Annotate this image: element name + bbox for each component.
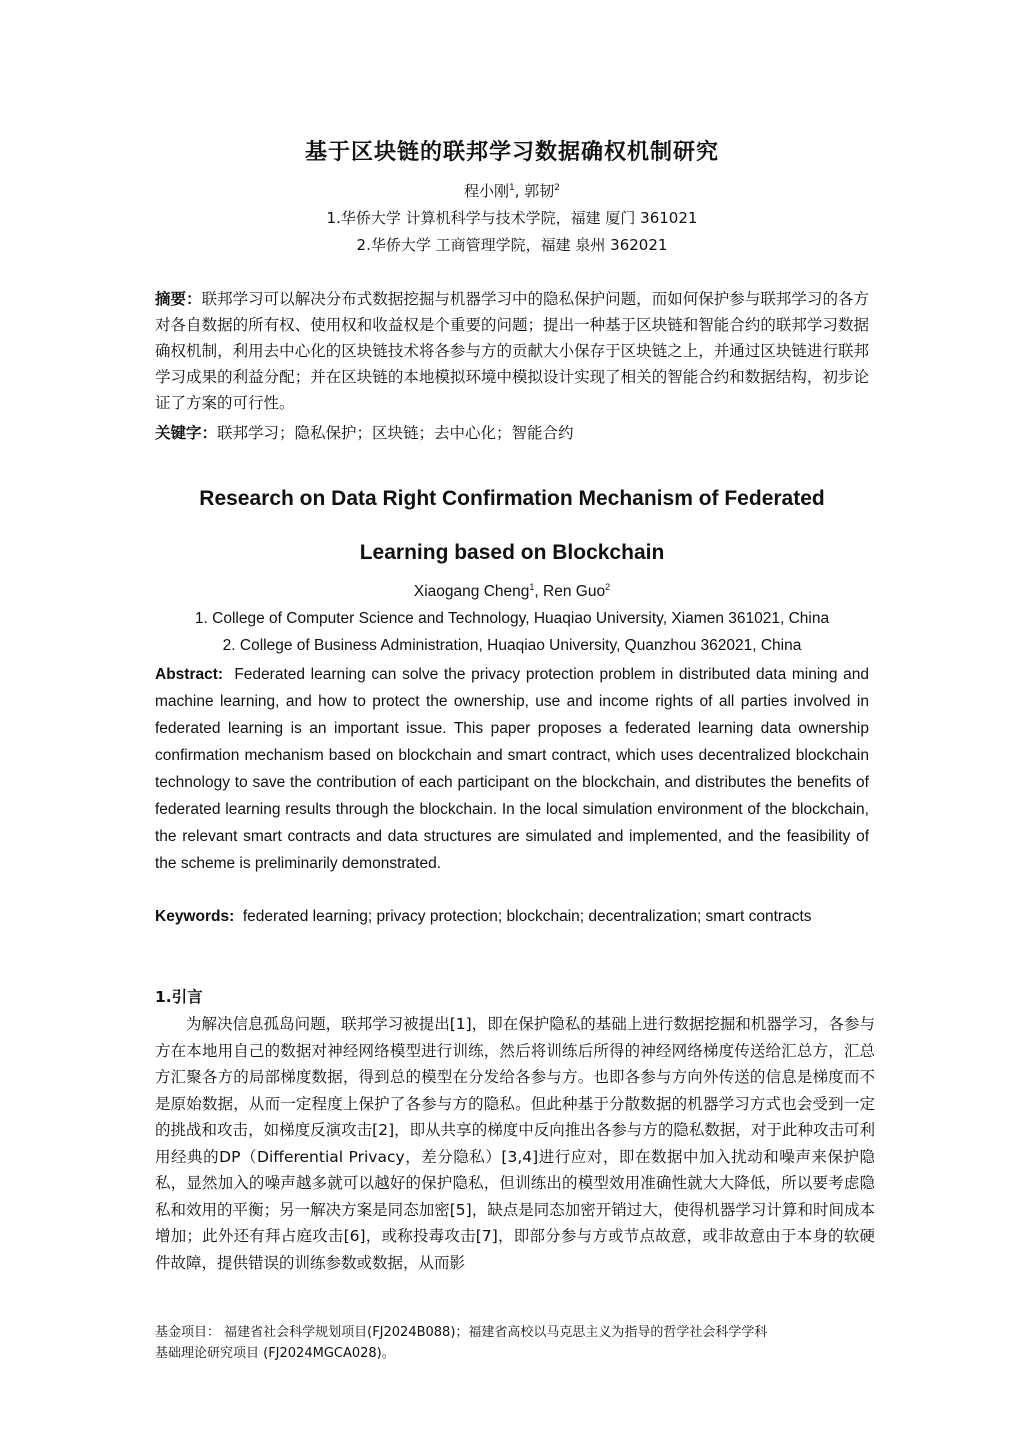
footnote-line: 基金项目： 福建省社会科学规划项目(FJ2024B088)；福建省高校以马克思主义为指导的哲学社会科学学科	[155, 1325, 768, 1340]
page-title-en-line2: Learning based on Blockchain	[359, 541, 665, 564]
author-name: 程小刚	[463, 182, 509, 200]
page-title-cn: 基于区块链的联邦学习数据确权机制研究	[304, 140, 719, 165]
author-name: Ren Guo	[543, 583, 606, 600]
abstract-cn-text: 联邦学习可以解决分布式数据挖掘与机器学习中的隐私保护问题，而如何保护参与联邦学习的各方对各自数据的所有权、使用权和收益权是个重要的问题；提出一种基于区块链和智能合约的联邦学习数据确权机制，利用去中心化的区块链技术将各参与方的贡献大小保存于区块链之上，并通过区块链进行联邦学习成果的利益分配；并在区块链的本地模拟环境中模拟设计实现了相关的智能合约和数据结构，初步论证了方案的可行性。	[155, 290, 869, 412]
affiliation-en-2: 2. College of Business Administration, Huaqiao University, Quanzhou 362021, China	[222, 637, 802, 654]
keywords-en	[155, 903, 869, 930]
funding-footnote	[155, 1322, 875, 1364]
author-affiliation-mark: 1	[529, 582, 535, 592]
authors-cn	[0, 180, 1024, 201]
abstract-en-text: Federated learning can solve the privacy protection problem in distributed data mining and machine learning, and how to protect the ownership, use and income rights of all parties involved in federated learning is an important issue. This paper proposes a federated learning data ownership confirmation mechanism based on blockchain and smart contract, which uses decentralized blockchain technology to save the contribution of each participant on the blockchain, and distributes the benefits of federated learning results through the blockchain. In the local simulation environment of the blockchain, the relevant smart contracts and data structures are simulated and implemented, and the feasibility of the scheme is preliminarily demonstrated.	[155, 666, 869, 872]
keywords-cn-text: 联邦学习；隐私保护；区块链；去中心化；智能合约	[217, 424, 574, 442]
author-affiliation-mark: 2	[605, 582, 611, 592]
page-title-en-line1: Research on Data Right Confirmation Mechanism of Federated	[199, 487, 825, 510]
introduction-paragraph: 为解决信息孤岛问题，联邦学习被提出[1]，即在保护隐私的基础上进行数据挖掘和机器学习，各参与方在本地用自己的数据对神经网络模型进行训练，然后将训练后所得的神经网络梯度传送给汇总方，汇总方汇聚各方的局部梯度数据，得到总的模型在分发给各参与方。也即各参与方向外传送的信息是梯度而不是原始数据，从而一定程度上保护了各参与方的隐私。但此种基于分散数据的机器学习方式也会受到一定的挑战和攻击，如梯度反演攻击[2]，即从共享的梯度中反向推出各参与方的隐私数据，对于此种攻击可利用经典的DP（Differential Privacy，差分隐私）[3,4]进行应对，即在数据中加入扰动和噪声来保护隐私，显然加入的噪声越多就可以越好的保护隐私，但训练出的模型效用准确性就大大降低，所以要考虑隐私和效用的平衡；另一解决方案是同态加密[5]，缺点是同态加密开销过大，使得机器学习计算和时间成本增加；此外还有拜占庭攻击[6]，或称投毒攻击[7]，即部分参与方或节点故意，或非故意由于本身的软硬件故障，提供错误的训练参数或数据，从而影	[155, 1015, 875, 1272]
author-name: 郭韧	[524, 182, 555, 200]
keywords-cn	[155, 420, 869, 446]
keywords-cn-label: 关键字：	[155, 424, 218, 442]
abstract-cn	[155, 286, 869, 416]
abstract-en-label: Abstract:	[155, 666, 224, 683]
keywords-en-label: Keywords:	[155, 908, 235, 925]
affiliation-cn-1: 1.华侨大学 计算机科学与技术学院，福建 厦门 361021	[326, 209, 698, 227]
authors-en	[0, 583, 1024, 601]
author-separator: ,	[514, 182, 525, 200]
abstract-en	[155, 661, 869, 877]
footnote-line: 基础理论研究项目 (FJ2024MGCA028)。	[155, 1346, 395, 1361]
abstract-cn-label: 摘要：	[155, 290, 202, 308]
affiliation-en-1: 1. College of Computer Science and Technology, Huaqiao University, Xiamen 361021, China	[194, 610, 830, 627]
keywords-en-text: federated learning; privacy protection; blockchain; decentralization; smart contracts	[242, 908, 812, 925]
author-separator: ,	[534, 583, 544, 600]
section-heading-introduction: 1.引言	[155, 988, 203, 1006]
author-name: Xiaogang Cheng	[413, 583, 530, 600]
affiliation-cn-2: 2.华侨大学 工商管理学院，福建 泉州 362021	[356, 236, 668, 254]
author-affiliation-mark: 2	[554, 183, 561, 193]
author-affiliation-mark: 1	[508, 183, 515, 193]
